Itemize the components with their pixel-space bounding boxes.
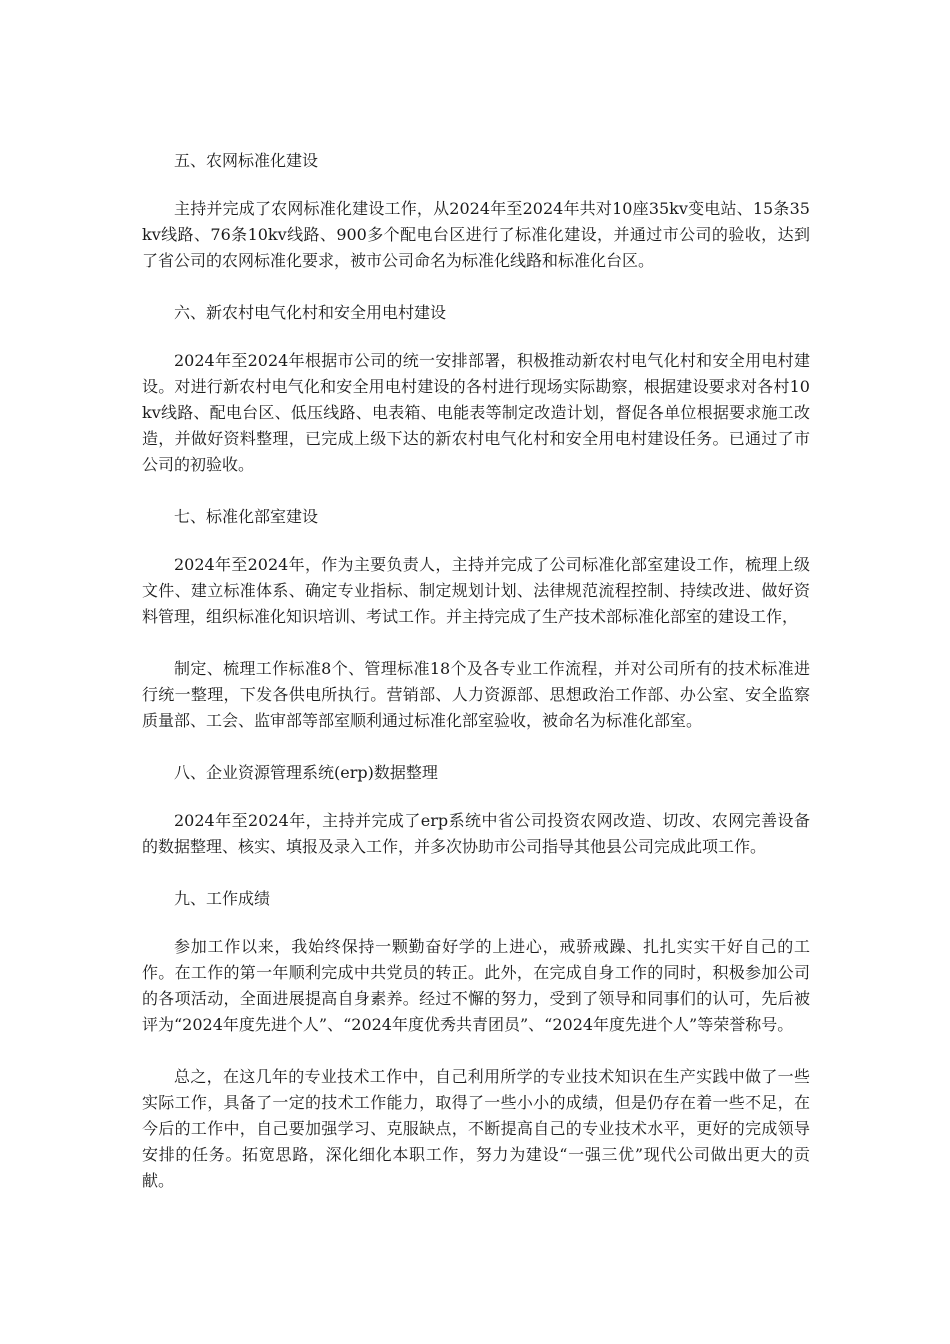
section-paragraph: 2024年至2024年，作为主要负责人，主持并完成了公司标准化部室建设工作，梳理上级文件、建立标准体系、确定专业指标、制定规划计划、法律规范流程控制、持续改进、做好资料管理，组织标准化知识培训、考试工作。并主持完成了生产技术部标准化部室的建设工作， — [142, 555, 810, 626]
document-page — [142, 148, 810, 1194]
section-paragraph: 2024年至2024年，主持并完成了erp系统中省公司投资农网改造、切改、农网完善设备的数据整理、核实、填报及录入工作，并多次协助市公司指导其他县公司完成此项工作。 — [142, 811, 810, 856]
section-paragraph: 制定、梳理工作标准8个、管理标准18个及各专业工作流程，并对公司所有的技术标准进行统一整理，下发各供电所执行。营销部、人力资源部、思想政治工作部、办公室、安全监察质量部、工会、监审部等部室顺利通过标准化部室验收，被命名为标准化部室。 — [142, 659, 810, 730]
section-heading: 七、标准化部室建设 — [174, 507, 319, 526]
section-paragraph: 2024年至2024年根据市公司的统一安排部署，积极推动新农村电气化村和安全用电村建设。对进行新农村电气化和安全用电村建设的各村进行现场实际勘察，根据建设要求对各村10kv线路、配电台区、低压线路、电表箱、电能表等制定改造计划，督促各单位根据要求施工改造，并做好资料整理，已完成上级下达的新农村电气化村和安全用电村建设任务。已通过了市公司的初验收。 — [142, 351, 810, 474]
section-heading: 六、新农村电气化村和安全用电村建设 — [174, 303, 447, 322]
section-paragraph: 参加工作以来，我始终保持一颗勤奋好学的上进心，戒骄戒躁、扎扎实实干好自己的工作。在工作的第一年顺利完成中共党员的转正。此外，在完成自身工作的同时，积极参加公司的各项活动，全面进展提高自身素养。经过不懈的努力，受到了领导和同事们的认可，先后被评为“2024年度先进个人”、“2024年度优秀共青团员”、“2024年度先进个人”等荣誉称号。 — [142, 937, 810, 1034]
section-paragraph: 总之，在这几年的专业技术工作中，自己利用所学的专业技术知识在生产实践中做了一些实际工作，具备了一定的技术工作能力，取得了一些小小的成绩，但是仍存在着一些不足，在今后的工作中，自己要加强学习、克服缺点，不断提高自己的专业技术水平，更好的完成领导安排的任务。拓宽思路，深化细化本职工作，努力为建设“一强三优”现代公司做出更大的贡献。 — [142, 1067, 810, 1190]
section-heading: 九、工作成绩 — [174, 889, 271, 908]
section-paragraph: 主持并完成了农网标准化建设工作，从2024年至2024年共对10座35kv变电站、15条35kv线路、76条10kv线路、900多个配电台区进行了标准化建设，并通过市公司的验收，达到了省公司的农网标准化要求，被市公司命名为标准化线路和标准化台区。 — [142, 199, 810, 270]
section-heading: 八、企业资源管理系统(erp)数据整理 — [174, 763, 438, 782]
section-heading: 五、农网标准化建设 — [174, 151, 319, 170]
